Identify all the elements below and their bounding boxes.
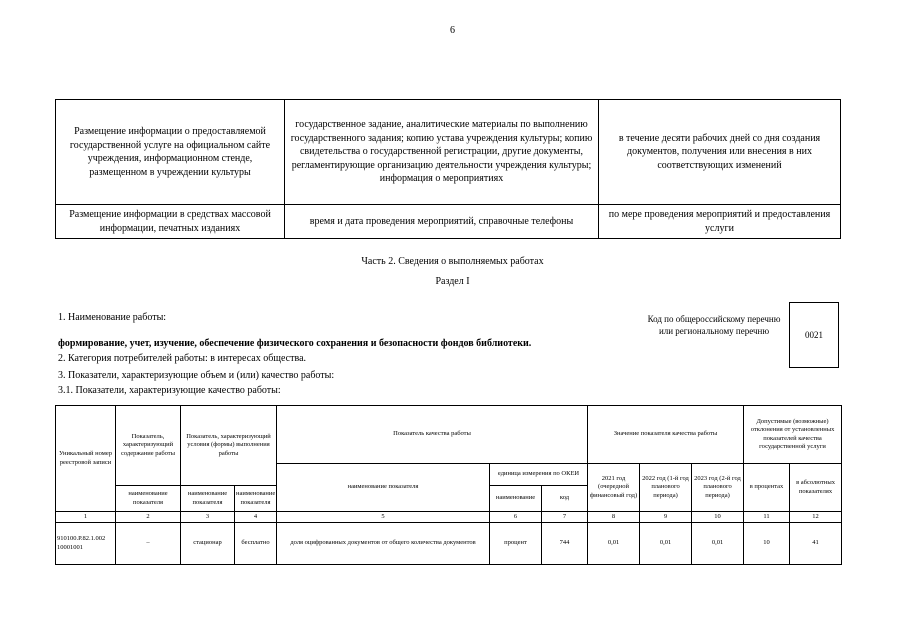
column-number: 11 — [744, 512, 790, 523]
col-unit-code: код — [542, 486, 588, 512]
column-number: 5 — [277, 512, 490, 523]
column-number: 9 — [640, 512, 692, 523]
column-number: 6 — [490, 512, 542, 523]
col-condition-name-1: наименование показателя — [181, 486, 235, 512]
column-number: 12 — [790, 512, 842, 523]
page-number: 6 — [450, 25, 455, 36]
table-row — [56, 523, 842, 565]
code-box — [789, 302, 839, 368]
column-number: 8 — [588, 512, 640, 523]
code-label: Код по общероссийскому перечню или региональному перечню — [647, 314, 781, 337]
value-2023: 0,01 — [692, 523, 744, 565]
column-number-row — [56, 512, 842, 523]
deviation-percent: 10 — [744, 523, 790, 565]
quality-indicators-table — [55, 405, 842, 565]
info-publication-table — [55, 99, 841, 239]
publication-method: Размещение информации о предоставляемой государственной услуге на официальном сайте учреждения, информационном стенде, размещенном в учреждении культуры — [56, 100, 285, 205]
publication-frequency: по мере проведения мероприятий и предоставления услуги — [599, 205, 841, 239]
col-unique-number: Уникальный номер реестровой записи — [56, 406, 116, 512]
column-number: 7 — [542, 512, 588, 523]
publication-method: Размещение информации в средствах массовой информации, печатных изданиях — [56, 205, 285, 239]
col-year-2021: 2021 год (очередной финансовый год) — [588, 464, 640, 512]
table-row — [56, 205, 841, 239]
publication-content: государственное задание, аналитические материалы по выполнению государственного задания; копию устава учреждения культуры; копию свидетельства о государственной регистрации, другие документы, регламентирующие организацию деятельности учреждения культуры; информация о мероприятиях — [285, 100, 599, 205]
col-unit-name: наименование — [490, 486, 542, 512]
column-number: 4 — [235, 512, 277, 523]
content-value: – — [116, 523, 181, 565]
consumer-category: 2. Категория потребителей работы: в интересах общества. — [58, 353, 307, 364]
column-number: 2 — [116, 512, 181, 523]
quality-indicators-title: 3.1. Показатели, характеризующие качество работы: — [58, 385, 281, 396]
col-content-name: наименование показателя — [116, 486, 181, 512]
column-number: 1 — [56, 512, 116, 523]
col-quality-values: Значение показателя качества работы — [588, 406, 744, 464]
col-deviation-percent: в процентах — [744, 464, 790, 512]
column-number: 10 — [692, 512, 744, 523]
value-2022: 0,01 — [640, 523, 692, 565]
condition-value-1: стационар — [181, 523, 235, 565]
col-conditions-indicator: Показатель, характеризующий условия (формы) выполнения работы — [181, 406, 277, 486]
registry-number: 910100.Р.82.1.002 10001001 — [56, 523, 116, 565]
section-title: Раздел I — [435, 276, 470, 287]
col-year-2023: 2023 год (2-й год планового периода) — [692, 464, 744, 512]
col-allowed-deviation: Допустимые (возможные) отклонения от установленных показателей качества государственной услуги — [744, 406, 842, 464]
col-condition-name-2: наименование показателя — [235, 486, 277, 512]
work-name-value: формирование, учет, изучение, обеспечение физического сохранения и безопасности фондов библиотеки. — [58, 338, 532, 349]
indicator-name: доля оцифрованных документов от общего количества документов — [277, 523, 490, 565]
publication-frequency: в течение десяти рабочих дней со дня создания документов, получения или внесения в них соответствующих изменений — [599, 100, 841, 205]
publication-content: время и дата проведения мероприятий, справочные телефоны — [285, 205, 599, 239]
table-row — [56, 100, 841, 205]
col-content-indicator: Показатель, характеризующий содержание работы — [116, 406, 181, 486]
col-indicator-name: наименование показателя — [277, 464, 490, 512]
condition-value-2: бесплатно — [235, 523, 277, 565]
column-number: 3 — [181, 512, 235, 523]
unit-code: 744 — [542, 523, 588, 565]
col-deviation-absolute: в абсолютных показателях — [790, 464, 842, 512]
part-title: Часть 2. Сведения о выполняемых работах — [361, 256, 544, 267]
col-quality-indicator: Показатель качества работы — [277, 406, 588, 464]
value-2021: 0,01 — [588, 523, 640, 565]
col-unit-okei: единица измерения по ОКЕИ — [490, 464, 588, 486]
code-value: 0021 — [805, 330, 823, 340]
header-row — [56, 406, 842, 464]
work-name-label: 1. Наименование работы: — [58, 312, 167, 323]
indicators-title: 3. Показатели, характеризующие объем и (или) качество работы: — [58, 370, 335, 381]
unit-name: процент — [490, 523, 542, 565]
col-year-2022: 2022 год (1-й год планового периода) — [640, 464, 692, 512]
deviation-absolute: 41 — [790, 523, 842, 565]
